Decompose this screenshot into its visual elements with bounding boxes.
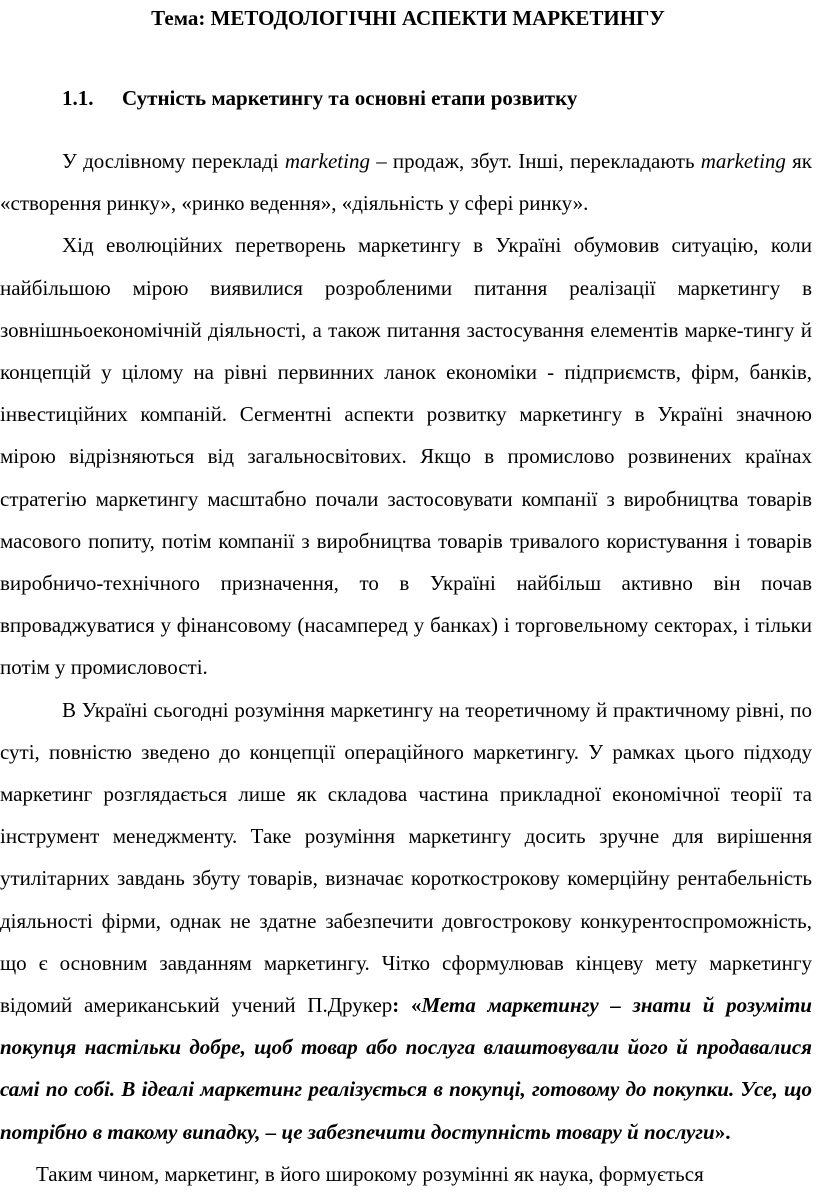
section-heading bbox=[62, 84, 577, 112]
section-number: 1.1. bbox=[62, 86, 94, 110]
drucker-quote: Мета маркетингу – знати й розуміти покупця настільки добре, щоб товар або послуга влаштовували його й продавалися самі по собі. В ідеалі маркетинг реалізується в покупці, готовому до покупки. Усе, що потрібно в такому випадку, – це забезпечити доступність товару й послуги bbox=[0, 993, 812, 1144]
paragraph-4: Таким чином, маркетинг, в його широкому розумінні як наука, формується bbox=[36, 1161, 704, 1186]
section-title: Сутність маркетингу та основні етапи розвитку bbox=[122, 86, 578, 110]
paragraph-1-text-c: як «створення ринку», «ринко ведення», «діяльність у сфері ринку». bbox=[0, 149, 812, 216]
term-marketing: marketing bbox=[284, 149, 370, 173]
paragraph-2: Хід еволюційних перетворень маркетингу в Україні обумовив ситуацію, коли найбільшою мірою виявилися розробленими питання реалізації маркетингу в зовнішньоекономічній діяльності, а також питання застосування елементів марке-тингу й концепцій у цілому на рівні первинних ланок економіки - підприємств, фірм, банків, інвестиційних компаній. Сегментні аспекти розвитку маркетингу в Україні значною мірою відрізняються від загальносвітових. Якщо в промислово розвинених країнах стратегію маркетингу масштабно почали застосовувати компанії з виробництва товарів масового попиту, потім компанії з виробництва товарів тривалого користування і товарів виробничо-технічного призначення, то в Україні найбільш активно він почав впроваджуватися у фінансовому (насамперед у банках) і торговельному секторах, і тільки потім у промисловості. bbox=[0, 233, 812, 680]
paragraph-3 bbox=[0, 689, 812, 1153]
paragraph-1-text-b: – продаж, збут. Інші, перекладають bbox=[369, 149, 701, 173]
document-title: Тема: МЕТОДОЛОГІЧНІ АСПЕКТИ МАРКЕТИНГУ bbox=[151, 6, 665, 30]
paragraph-1 bbox=[0, 140, 812, 224]
paragraph-3-text: В Україні сьогодні розуміння маркетингу на теоретичному й практичному рівні, по суті, повністю зведено до концепції операційного маркетингу. У рамках цього підходу маркетинг розглядається лише як складова частина прикладної економічної теорії та інструмент менеджменту. Таке розуміння маркетингу досить зручне для вирішення утилітарних завдань збуту товарів, визначає короткострокову комерційну рентабельність діяльності фірми, однак не здатне забезпечити довгострокову конкурентоспроможність, що є основним завданням маркетингу. Чітко сформулював кінцеву мету маркетингу відомий американський учений П.Друкер bbox=[0, 697, 812, 1018]
term-marketing-2: marketing bbox=[700, 149, 786, 173]
paragraph-1-text-a: У дослівному перекладі bbox=[62, 149, 285, 173]
quote-close-mark: ». bbox=[714, 1119, 731, 1144]
body-text bbox=[0, 140, 812, 1195]
quote-open-mark: : « bbox=[392, 993, 422, 1018]
